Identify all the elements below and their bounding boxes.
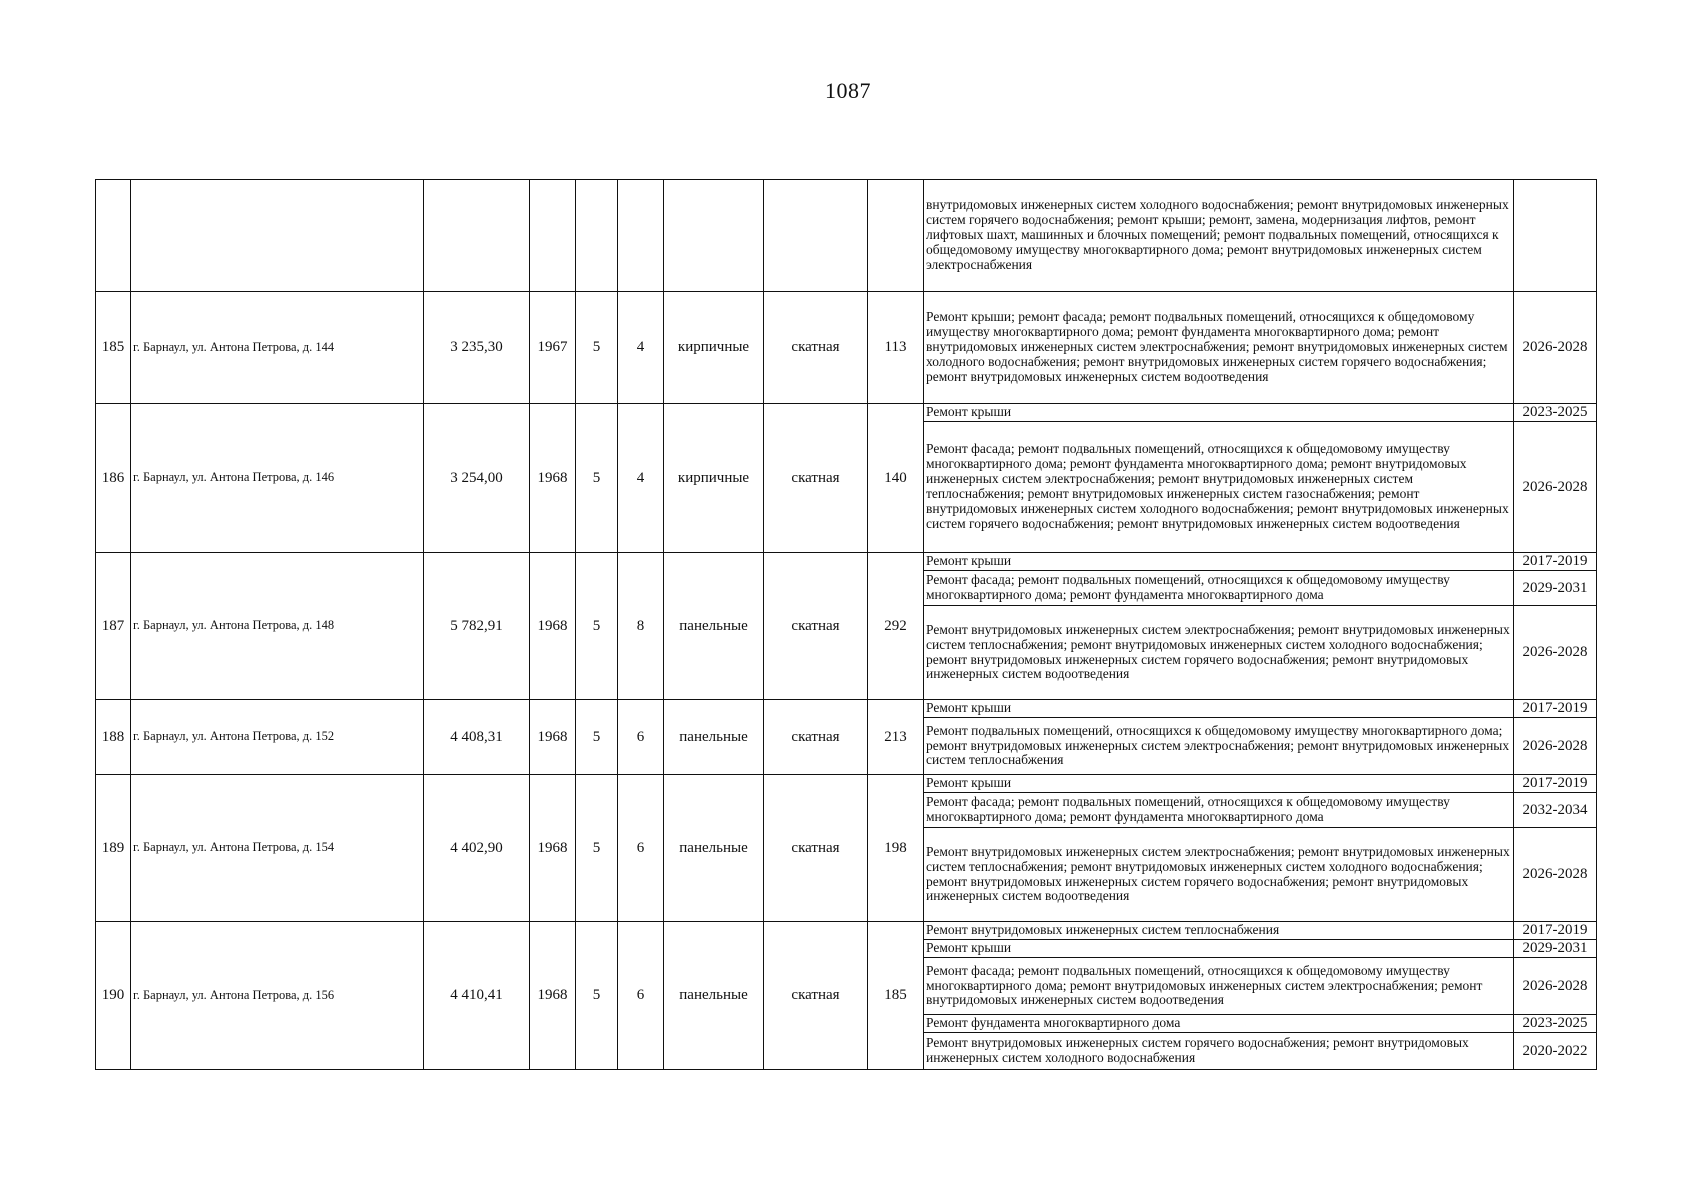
area-cell: 4 408,31 xyxy=(424,700,530,775)
floors-cell: 5 xyxy=(576,292,618,404)
roof-cell: скатная xyxy=(764,922,868,1070)
table-row xyxy=(96,553,1597,571)
works-cell: Ремонт фасада; ремонт подвальных помещений, относящихся к общедомовому имуществу многоквартирного дома; ремонт фундамента многоквартирного дома; ремонт внутридомовых инженерных систем электроснабжения; ремонт внутридомовых инженерных систем теплоснабжения; ремонт внутридомовых инженерных систем газоснабжения; ремонт внутридомовых инженерных систем холодного водоснабжения; ремонт внутридомовых инженерных систем горячего водоснабжения; ремонт внутридомовых инженерных систем водоотведения xyxy=(924,422,1514,553)
walls-cell: кирпичные xyxy=(664,292,764,404)
works-cell: Ремонт фасада; ремонт подвальных помещений, относящихся к общедомовому имуществу многоквартирного дома; ремонт фундамента многоквартирного дома xyxy=(924,571,1514,606)
address-cell: г. Барнаул, ул. Антона Петрова, д. 156 xyxy=(131,922,424,1070)
empty-cell xyxy=(576,180,618,292)
area-cell: 5 782,91 xyxy=(424,553,530,700)
period-cell: 2017-2019 xyxy=(1514,922,1597,940)
row-number: 185 xyxy=(96,292,131,404)
residents-cell: 113 xyxy=(868,292,924,404)
capital-repair-table xyxy=(95,179,1597,1070)
period-cell: 2017-2019 xyxy=(1514,775,1597,793)
floors-cell: 5 xyxy=(576,553,618,700)
entrances-cell: 8 xyxy=(618,553,664,700)
row-number: 189 xyxy=(96,775,131,922)
year-cell: 1968 xyxy=(530,553,576,700)
residents-cell: 198 xyxy=(868,775,924,922)
entrances-cell: 4 xyxy=(618,404,664,553)
row-number: 186 xyxy=(96,404,131,553)
empty-cell xyxy=(530,180,576,292)
walls-cell: панельные xyxy=(664,553,764,700)
area-cell: 4 410,41 xyxy=(424,922,530,1070)
period-cell: 2017-2019 xyxy=(1514,553,1597,571)
year-cell: 1968 xyxy=(530,922,576,1070)
works-cell: Ремонт внутридомовых инженерных систем горячего водоснабжения; ремонт внутридомовых инженерных систем холодного водоснабжения xyxy=(924,1033,1514,1070)
address-cell: г. Барнаул, ул. Антона Петрова, д. 152 xyxy=(131,700,424,775)
roof-cell: скатная xyxy=(764,775,868,922)
period-cell: 2023-2025 xyxy=(1514,1015,1597,1033)
works-cell: Ремонт крыши xyxy=(924,700,1514,718)
walls-cell: панельные xyxy=(664,922,764,1070)
period-cell: 2032-2034 xyxy=(1514,793,1597,828)
period-cell: 2026-2028 xyxy=(1514,718,1597,775)
address-cell: г. Барнаул, ул. Антона Петрова, д. 144 xyxy=(131,292,424,404)
area-cell: 3 235,30 xyxy=(424,292,530,404)
residents-cell: 185 xyxy=(868,922,924,1070)
area-cell: 3 254,00 xyxy=(424,404,530,553)
walls-cell: кирпичные xyxy=(664,404,764,553)
year-cell: 1968 xyxy=(530,775,576,922)
walls-cell: панельные xyxy=(664,775,764,922)
roof-cell: скатная xyxy=(764,292,868,404)
works-cell: внутридомовых инженерных систем холодного водоснабжения; ремонт внутридомовых инженерных систем горячего водоснабжения; ремонт крыши; ремонт, замена, модернизация лифтов, ремонт лифтовых шахт, машинных и блочных помещений; ремонт подвальных помещений, относящихся к общедомовому имуществу многоквартирного дома; ремонт внутридомовых инженерных систем электроснабжения xyxy=(924,180,1514,292)
works-cell: Ремонт внутридомовых инженерных систем электроснабжения; ремонт внутридомовых инженерных систем теплоснабжения; ремонт внутридомовых инженерных систем холодного водоснабжения; ремонт внутридомовых инженерных систем горячего водоснабжения; ремонт внутридомовых инженерных систем водоотведения xyxy=(924,606,1514,700)
period-cell: 2017-2019 xyxy=(1514,700,1597,718)
floors-cell: 5 xyxy=(576,775,618,922)
empty-cell xyxy=(868,180,924,292)
period-cell: 2029-2031 xyxy=(1514,571,1597,606)
address-cell: г. Барнаул, ул. Антона Петрова, д. 154 xyxy=(131,775,424,922)
year-cell: 1967 xyxy=(530,292,576,404)
table-row xyxy=(96,292,1597,404)
residents-cell: 140 xyxy=(868,404,924,553)
period-cell: 2026-2028 xyxy=(1514,828,1597,922)
row-number: 188 xyxy=(96,700,131,775)
floors-cell: 5 xyxy=(576,404,618,553)
roof-cell: скатная xyxy=(764,553,868,700)
works-cell: Ремонт фундамента многоквартирного дома xyxy=(924,1015,1514,1033)
address-cell: г. Барнаул, ул. Антона Петрова, д. 146 xyxy=(131,404,424,553)
row-number: 190 xyxy=(96,922,131,1070)
works-cell: Ремонт подвальных помещений, относящихся к общедомовому имуществу многоквартирного дома; ремонт внутридомовых инженерных систем электроснабжения; ремонт внутридомовых инженерных систем теплоснабжения xyxy=(924,718,1514,775)
empty-cell xyxy=(618,180,664,292)
period-cell: 2026-2028 xyxy=(1514,422,1597,553)
empty-cell xyxy=(764,180,868,292)
works-cell: Ремонт крыши xyxy=(924,404,1514,422)
floors-cell: 5 xyxy=(576,922,618,1070)
area-cell: 4 402,90 xyxy=(424,775,530,922)
residents-cell: 213 xyxy=(868,700,924,775)
table-row xyxy=(96,404,1597,422)
table-body xyxy=(96,180,1597,1070)
works-cell: Ремонт внутридомовых инженерных систем электроснабжения; ремонт внутридомовых инженерных систем теплоснабжения; ремонт внутридомовых инженерных систем холодного водоснабжения; ремонт внутридомовых инженерных систем горячего водоснабжения; ремонт внутридомовых инженерных систем водоотведения xyxy=(924,828,1514,922)
works-cell: Ремонт крыши xyxy=(924,940,1514,958)
empty-cell xyxy=(664,180,764,292)
entrances-cell: 6 xyxy=(618,700,664,775)
period-cell: 2026-2028 xyxy=(1514,606,1597,700)
year-cell: 1968 xyxy=(530,404,576,553)
works-cell: Ремонт крыши xyxy=(924,775,1514,793)
works-cell: Ремонт фасада; ремонт подвальных помещений, относящихся к общедомовому имуществу многоквартирного дома; ремонт фундамента многоквартирного дома xyxy=(924,793,1514,828)
entrances-cell: 6 xyxy=(618,775,664,922)
entrances-cell: 6 xyxy=(618,922,664,1070)
roof-cell: скатная xyxy=(764,404,868,553)
entrances-cell: 4 xyxy=(618,292,664,404)
works-cell: Ремонт крыши; ремонт фасада; ремонт подвальных помещений, относящихся к общедомовому имуществу многоквартирного дома; ремонт фундамента многоквартирного дома; ремонт внутридомовых инженерных систем электроснабжения; ремонт внутридомовых инженерных систем холодного водоснабжения; ремонт внутридомовых инженерных систем горячего водоснабжения; ремонт внутридомовых инженерных систем водоотведения xyxy=(924,292,1514,404)
period-cell xyxy=(1514,180,1597,292)
period-cell: 2026-2028 xyxy=(1514,292,1597,404)
empty-cell xyxy=(131,180,424,292)
works-cell: Ремонт внутридомовых инженерных систем теплоснабжения xyxy=(924,922,1514,940)
period-cell: 2020-2022 xyxy=(1514,1033,1597,1070)
page-number: 1087 xyxy=(825,78,871,103)
period-cell: 2029-2031 xyxy=(1514,940,1597,958)
table-row xyxy=(96,775,1597,793)
residents-cell: 292 xyxy=(868,553,924,700)
empty-cell xyxy=(424,180,530,292)
period-cell: 2023-2025 xyxy=(1514,404,1597,422)
year-cell: 1968 xyxy=(530,700,576,775)
period-cell: 2026-2028 xyxy=(1514,958,1597,1015)
works-cell: Ремонт фасада; ремонт подвальных помещений, относящихся к общедомовому имуществу многоквартирного дома; ремонт внутридомовых инженерных систем электроснабжения; ремонт внутридомовых инженерных систем водоотведения xyxy=(924,958,1514,1015)
empty-cell xyxy=(96,180,131,292)
row-number: 187 xyxy=(96,553,131,700)
walls-cell: панельные xyxy=(664,700,764,775)
floors-cell: 5 xyxy=(576,700,618,775)
table-row xyxy=(96,922,1597,940)
continuation-row xyxy=(96,180,1597,292)
table-row xyxy=(96,700,1597,718)
address-cell: г. Барнаул, ул. Антона Петрова, д. 148 xyxy=(131,553,424,700)
works-cell: Ремонт крыши xyxy=(924,553,1514,571)
roof-cell: скатная xyxy=(764,700,868,775)
